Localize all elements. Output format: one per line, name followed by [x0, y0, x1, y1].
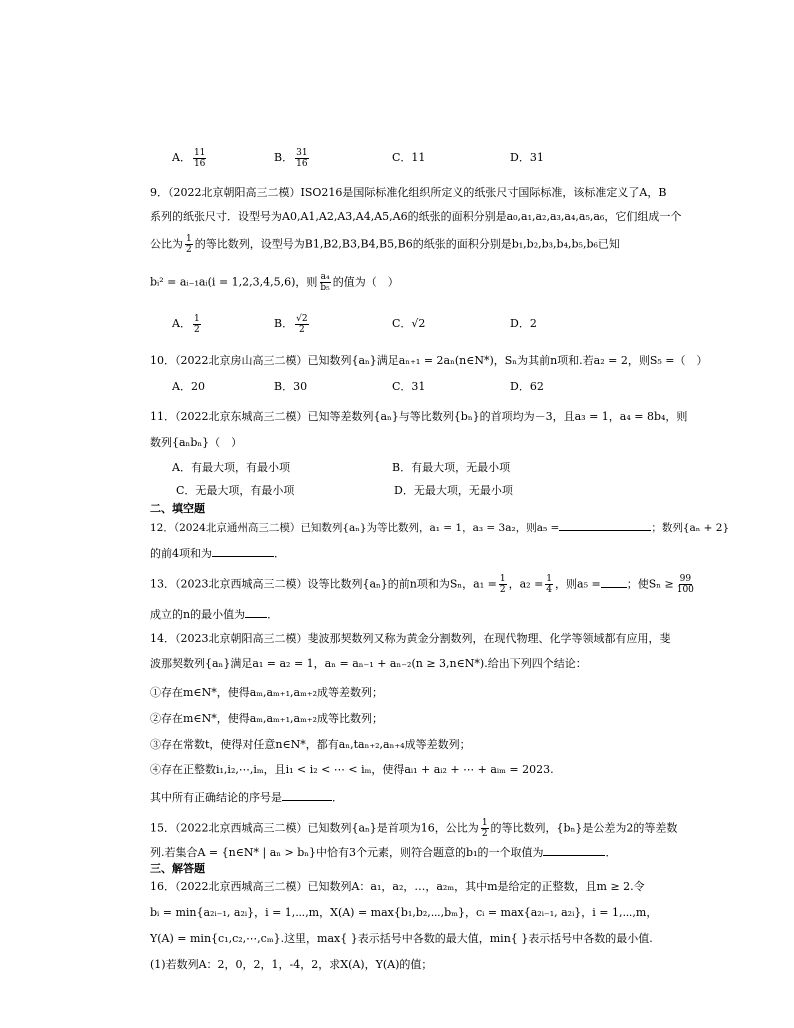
numerator: 1	[193, 313, 200, 324]
text-span: ；使Sₙ ≥	[626, 577, 674, 591]
text-span: 15．（2022北京西城高三二模）已知数列{aₙ}是首项为16，公比为	[150, 821, 479, 835]
q9-option-d[interactable]	[510, 310, 537, 338]
fraction	[193, 148, 206, 169]
numerator: a₄	[320, 272, 330, 282]
q9-option-c[interactable]	[392, 310, 425, 338]
q14-line-2: 波那契数列{aₙ}满足a₁ = a₂ = 1，aₙ = aₙ₋₁ + aₙ₋₂(n ≥ 3,n∈N*).给出下列四个结论：	[150, 657, 587, 670]
q12-line-2	[150, 546, 730, 561]
q9-line-4	[150, 272, 730, 293]
option-letter: D．	[510, 317, 530, 330]
q13-line-2	[150, 607, 730, 622]
q12-line-1	[150, 520, 730, 535]
option-letter: B．	[274, 151, 294, 164]
text-span: ．	[605, 846, 617, 859]
numerator: √2	[296, 313, 308, 324]
numerator: 11	[193, 147, 206, 158]
text-span: ．	[274, 547, 285, 560]
denominator: 2	[481, 829, 488, 839]
q9-option-b[interactable]	[274, 310, 311, 338]
answer-blank[interactable]	[559, 520, 651, 531]
text-span: 其中所有正确结论的序号是	[150, 791, 282, 804]
q11-option-b[interactable]	[392, 461, 510, 475]
denominator: 2	[186, 245, 192, 255]
option-text: 有最大项，无最小项	[411, 461, 511, 474]
denominator: 2	[499, 585, 506, 595]
fraction	[319, 272, 330, 293]
answer-blank[interactable]	[282, 790, 332, 801]
q11-options-row-2	[172, 484, 732, 498]
option-letter: A．	[172, 380, 191, 393]
q10-line-1: 10．（2022北京房山高三二模）已知数列{aₙ}满足aₙ₊₁ = 2aₙ(n∈N*)，Sₙ为其前n项和.若a₂ = 2，则S₅ =（ ）	[150, 354, 708, 367]
option-text: 31	[529, 151, 544, 164]
answer-blank[interactable]	[212, 546, 274, 557]
q13-line-1	[150, 574, 730, 595]
text-span: 12．（2024北京通州高三二模）已知数列{aₙ}为等比数列，a₁ = 1，a₃ = 3a₂，则a₅ =	[150, 522, 560, 534]
q9-line-1: 9．（2022北京朝阳高三二模）ISO216是国际标准化组织所定义的纸张尺寸国际标准，该标准定义了A，B	[150, 186, 667, 199]
q9-line-2: 系列的纸张尺寸．设型号为A0,A1,A2,A3,A4,A5,A6的纸张的面积分别是a₀,a₁,a₂,a₃,a₄,a₅,a₆，它们组成一个	[150, 210, 682, 223]
option-letter: D．	[510, 151, 530, 164]
numerator: 1	[499, 574, 506, 584]
option-text: 无最大项，有最小项	[195, 484, 295, 497]
text-span: 列.若集合A = {n∈N* | aₙ > bₙ}中恰有3个元素，则符合题意的b₁的一个取值为	[150, 846, 544, 859]
option-letter: A．	[172, 317, 191, 330]
option-letter: D．	[510, 380, 530, 393]
text-span: 成立的n的最小值为	[150, 608, 246, 621]
fraction	[499, 574, 507, 595]
answer-blank[interactable]	[601, 577, 627, 588]
option-text: 11	[411, 151, 426, 164]
option-text: 无最大项，无最小项	[413, 484, 513, 497]
q9-option-a[interactable]	[172, 310, 203, 338]
fraction	[185, 234, 193, 255]
option-text: 62	[529, 380, 544, 393]
q11-option-c[interactable]	[176, 484, 294, 498]
q16-line-1: 16．（2022北京西城高三二模）已知数列A：a₁，a₂，…，a₂ₘ，其中m是给定的正整数，且m ≥ 2.令	[150, 880, 645, 893]
q16-line-2: bᵢ = min{a₂ᵢ₋₁, a₂ᵢ}，i = 1,⋯,m，X(A) = max{b₁,b₂,⋯,bₘ}，cᵢ = max{a₂ᵢ₋₁, a₂ᵢ}，i = 1,⋯,m，	[150, 906, 658, 919]
option-letter: C．	[392, 380, 412, 393]
option-text: 2	[529, 317, 537, 330]
q10-option-d[interactable]	[510, 373, 544, 401]
denominator: 2	[298, 324, 305, 335]
option-letter: C．	[392, 317, 412, 330]
option-letter: C．	[176, 484, 196, 497]
numerator: 99	[679, 574, 692, 584]
q10-options	[172, 373, 732, 401]
section-solve-heading: 三、解答题	[150, 862, 205, 875]
text-span: 的值为（ ）	[332, 275, 399, 289]
q16-line-4: (1)若数列A：2，0，2，1，-4，2，求X(A)，Y(A)的值；	[150, 958, 433, 971]
fraction	[481, 818, 489, 839]
answer-blank[interactable]	[543, 845, 605, 856]
q10-option-b[interactable]	[274, 373, 307, 401]
option-letter: B．	[392, 461, 412, 474]
denominator: 16	[296, 158, 308, 169]
q8-option-a[interactable]	[172, 144, 208, 172]
q11-options-row-1	[172, 461, 732, 475]
fraction	[193, 314, 201, 335]
text-span: ．	[332, 791, 343, 804]
text-span: 公比为	[150, 237, 183, 251]
q8-options	[172, 144, 732, 172]
numerator: 1	[481, 818, 488, 828]
q14-conclusion-4: ④存在正整数i₁,i₂,⋯,iₘ，且i₁ < i₂ < ⋯ < iₘ，使得aᵢ₁ + aᵢ₂ + ⋯ + aᵢₘ = 2023.	[150, 763, 554, 776]
option-letter: B．	[274, 380, 294, 393]
q10-option-a[interactable]	[172, 373, 205, 401]
q14-line-7	[150, 790, 730, 805]
fraction	[295, 314, 308, 335]
option-text: √2	[411, 317, 426, 330]
q14-conclusion-2: ②存在m∈N*，使得aₘ,aₘ₊₁,aₘ₊₂成等比数列；	[150, 712, 384, 725]
option-letter: B．	[274, 317, 294, 330]
text-span: ，则a₅ =	[555, 577, 601, 591]
denominator: 2	[193, 324, 200, 335]
text-span: ．	[267, 608, 279, 621]
option-text: 30	[293, 380, 308, 393]
q8-option-b[interactable]	[274, 144, 311, 172]
q8-option-c[interactable]	[392, 144, 425, 172]
numerator: 1	[186, 234, 192, 244]
q14-conclusion-3: ③存在常数t，使得对任意n∈N*，都有aₙ,taₙ₊₂,aₙ₊₄成等差数列；	[150, 738, 471, 751]
text-span: ，a₂ =	[508, 577, 544, 591]
text-span: 的等比数列，设型号为B1,B2,B3,B4,B5,B6的纸张的面积分别是b₁,b₂,b₃,b₄,b₅,b₆已知	[194, 237, 620, 251]
option-text: 有最大项，有最小项	[190, 461, 290, 474]
q16-line-3: Y(A) = min{c₁,c₂,⋯,cₘ}.这里，max{ }表示括号中各数的最大值，min{ }表示括号中各数的最小值.	[150, 932, 653, 945]
q11-line-1: 11．（2022北京东城高三二模）已知等差数列{aₙ}与等比数列{bₙ}的首项均为－3，且a₃ = 1，a₄ = 8b₄，则	[150, 410, 688, 423]
section-fill-in-heading: 二、填空题	[150, 502, 205, 515]
option-letter: A．	[172, 151, 191, 164]
text-span: ；数列{aₙ + 2}	[651, 522, 730, 534]
q15-line-1	[150, 818, 730, 839]
q8-option-d[interactable]	[510, 144, 544, 172]
denominator: b₅	[320, 283, 330, 293]
option-text: 31	[411, 380, 426, 393]
option-letter: D．	[394, 484, 414, 497]
fraction	[295, 148, 308, 169]
text-span: 的前4项和为	[150, 547, 212, 560]
text-span: bᵢ² = aᵢ₋₁aᵢ(i = 1,2,3,4,5,6)，则	[150, 275, 318, 289]
text-span: 的等比数列，{bₙ}是公差为2的等差数	[490, 821, 678, 835]
q9-line-3	[150, 234, 730, 255]
q15-line-2	[150, 845, 730, 860]
q14-conclusion-1: ①存在m∈N*，使得aₘ,aₘ₊₁,aₘ₊₂成等差数列；	[150, 686, 384, 699]
q11-line-2: 数列{aₙbₙ}（ ）	[150, 436, 243, 449]
denominator: 4	[546, 585, 553, 595]
text-span: 13．（2023北京西城高三二模）设等比数列{aₙ}的前n项和为Sₙ，a₁ =	[150, 577, 497, 591]
fraction	[545, 574, 553, 595]
option-text: 20	[190, 380, 205, 393]
denominator: 16	[193, 158, 206, 169]
answer-blank[interactable]	[245, 607, 267, 618]
numerator: 1	[546, 574, 553, 584]
q11-option-a[interactable]	[172, 461, 290, 475]
q9-options	[172, 310, 732, 338]
q10-option-c[interactable]	[392, 373, 425, 401]
numerator: 31	[296, 147, 308, 158]
denominator: 100	[676, 585, 694, 595]
q14-line-1: 14．（2023北京朝阳高三二模）斐波那契数列又称为黄金分割数列，在现代物理、化学等领域都有应用，斐	[150, 632, 671, 645]
fraction	[676, 574, 695, 595]
option-letter: A．	[172, 461, 191, 474]
q11-option-d[interactable]	[394, 484, 513, 498]
option-letter: C．	[392, 151, 412, 164]
